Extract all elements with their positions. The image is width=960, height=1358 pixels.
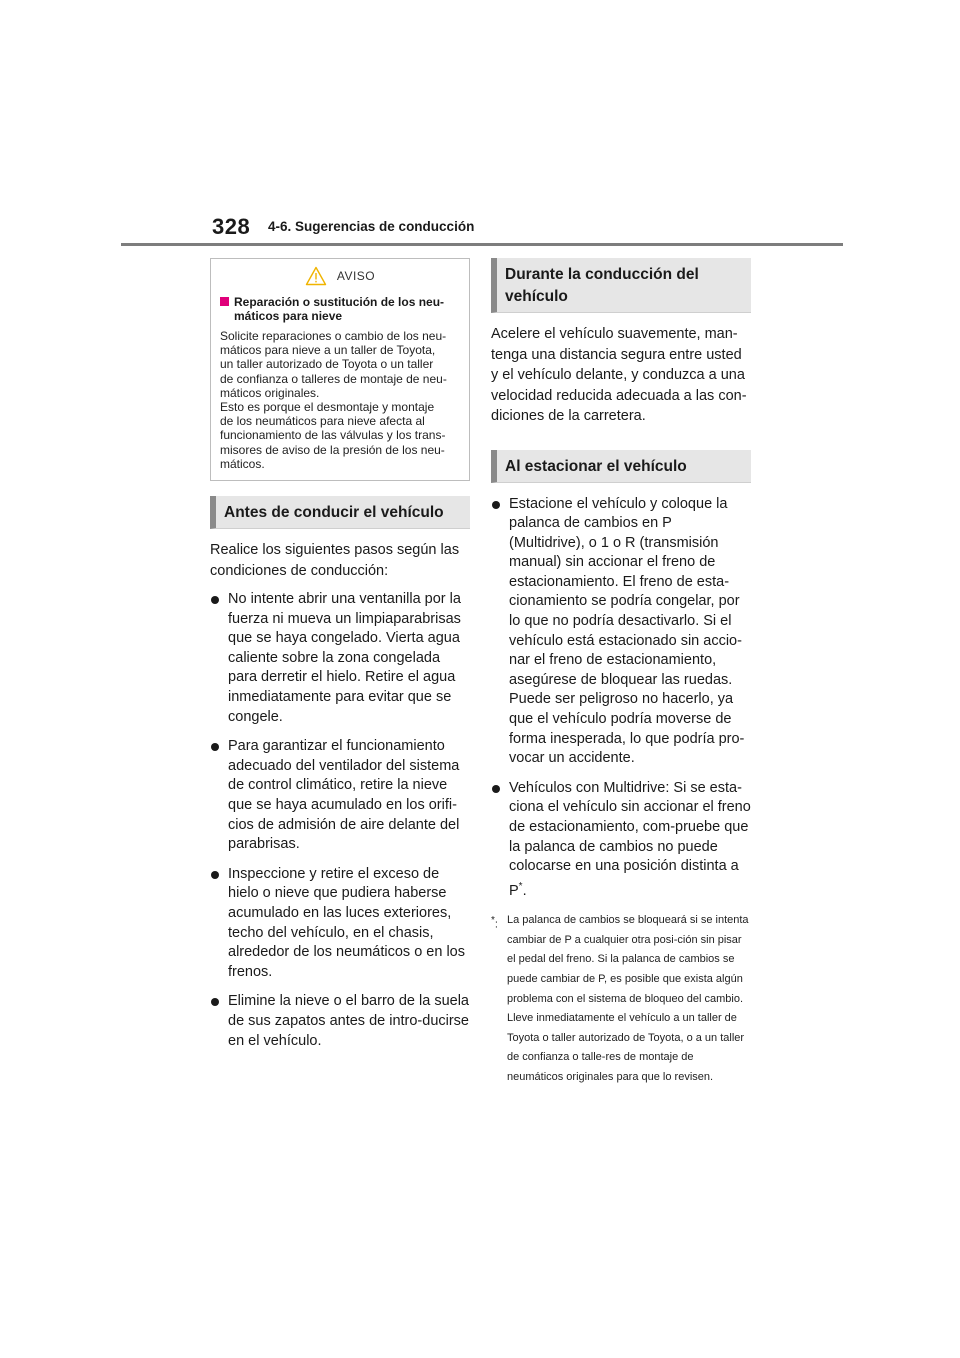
footnote-colon: : (494, 918, 498, 931)
header-rule (121, 243, 843, 246)
bullet-dot-icon (211, 871, 219, 879)
warning-line: de confianza o talleres de montaje de neu- (220, 371, 447, 386)
list-item-text: Elimine la nieve o el barro de la suela de sus zapatos antes de intro-ducirse en el vehículo. (228, 993, 469, 1049)
while-driving-paragraph: Acelere el vehículo suavemente, man-tenga una distancia segura entre usted y el vehículo delante, y conduzca a una velocidad reducida adecuada a las con-diciones de la carretera. (491, 326, 747, 424)
list-item-text: Estacione el vehículo y coloque la palanca de cambios en P (Multidrive), o 1 o R (transmisión manual) sin accionar el freno de estacionamiento. El freno de esta-cionamiento se podría congelar, por lo que no podría desactivarlo. Si el vehículo está estacionado sin accio-nar el freno de estacionamiento, asegúrese de bloquear las ruedas. Puede ser peligroso no hacerlo, ya que el vehículo podría moverse de forma inesperada, lo que podría pro-vocar un accidente. (509, 495, 745, 767)
warning-body (220, 329, 460, 471)
bullet-dot-icon (211, 596, 219, 604)
square-marker-icon (220, 297, 229, 306)
left-column (210, 258, 470, 1061)
warning-header (220, 266, 460, 286)
list-item-text: Inspeccione y retire el exceso de hielo o nieve que pudiera haberse acumulado en las luces exteriores, techo del vehículo, en el chasis, alrededor de los neumáticos o en los frenos. (228, 865, 465, 980)
bullet-dot-icon (492, 501, 500, 509)
footnote-marker (491, 911, 507, 1087)
warning-line: Esto es porque el desmontaje y montaje (220, 400, 435, 415)
list-item (210, 992, 470, 1051)
section-heading-while-driving: Durante la conducción del vehículo (491, 258, 751, 313)
warning-triangle-icon (305, 266, 327, 286)
warning-line: funcionamiento de las válvulas y los trans- (220, 428, 446, 443)
footnote-star: * (491, 915, 495, 927)
warning-line: máticos para nieve a un taller de Toyota, (220, 343, 436, 358)
parking-list (491, 495, 751, 902)
warning-subtitle-text: Reparación o sustitución de los neu-máticos para nieve (234, 295, 445, 323)
section-heading-before-driving: Antes de conducir el vehículo (210, 496, 470, 529)
intro-paragraph: Realice los siguientes pasos según las condiciones de conducción: (210, 542, 460, 579)
list-item-text: No intente abrir una ventanilla por la fuerza ni mueva un limpiaparabrisas que se haya congelado. Vierta agua caliente sobre la zona congelada para derretir el hielo. Retire el agua inmediatamente para evitar que se congele. (228, 591, 461, 725)
before-driving-list (210, 590, 470, 1051)
sentence-end: . (522, 882, 527, 899)
list-item (491, 779, 751, 901)
warning-subtitle (220, 295, 460, 323)
footnote-text: La palanca de cambios se bloqueará si se intenta cambiar de P a cualquier otra posi-ción sin pisar el pedal del freno. Si la palanca de cambios se puede cambiar de P, es posible que exista algún problema con el sistema de bloqueo del cambio. Lleve inmediatamente el vehículo a un taller de Toyota o taller autorizado de Toyota, o a un taller de confianza o talle-res de montaje de neumáticos originales para que lo revisen. (507, 914, 749, 1083)
warning-line: Solicite reparaciones o cambio de los neu- (220, 329, 447, 343)
list-item-text: Para garantizar el funcionamiento adecuado del ventilador del sistema de control climático, retire la nieve que se haya acumulado en los orifi-cios de admisión de aire delante del parabrisas. (228, 738, 460, 853)
warning-line: de los neumáticos para nieve afecta al (220, 414, 425, 429)
list-item (210, 737, 470, 855)
list-item (210, 865, 470, 983)
bullet-dot-icon (211, 998, 219, 1006)
running-header: 4-6. Sugerencias de conducción (268, 219, 475, 234)
bullet-dot-icon (211, 743, 219, 751)
page-number: 328 (212, 214, 251, 239)
warning-line: máticos. (220, 456, 265, 471)
section-heading-parking: Al estacionar el vehículo (491, 450, 751, 483)
warning-label: AVISO (336, 269, 376, 283)
warning-line: misores de aviso de la presión de los neu- (220, 442, 445, 457)
right-column (491, 258, 751, 1088)
bullet-dot-icon (492, 785, 500, 793)
list-item (491, 495, 751, 769)
warning-line: un taller autorizado de Toyota o un taller (220, 357, 434, 372)
warning-box (210, 258, 470, 481)
warning-line: máticos originales. (220, 385, 320, 400)
footnote (491, 911, 751, 1087)
footnote-reference: * (518, 880, 523, 892)
list-item-text: Vehículos con Multidrive: Si se esta-ciona el vehículo sin accionar el freno de estacionamiento, com-pruebe que la palanca de cambios no puede colocarse en una posición distinta a P (509, 779, 751, 899)
list-item (210, 590, 470, 727)
